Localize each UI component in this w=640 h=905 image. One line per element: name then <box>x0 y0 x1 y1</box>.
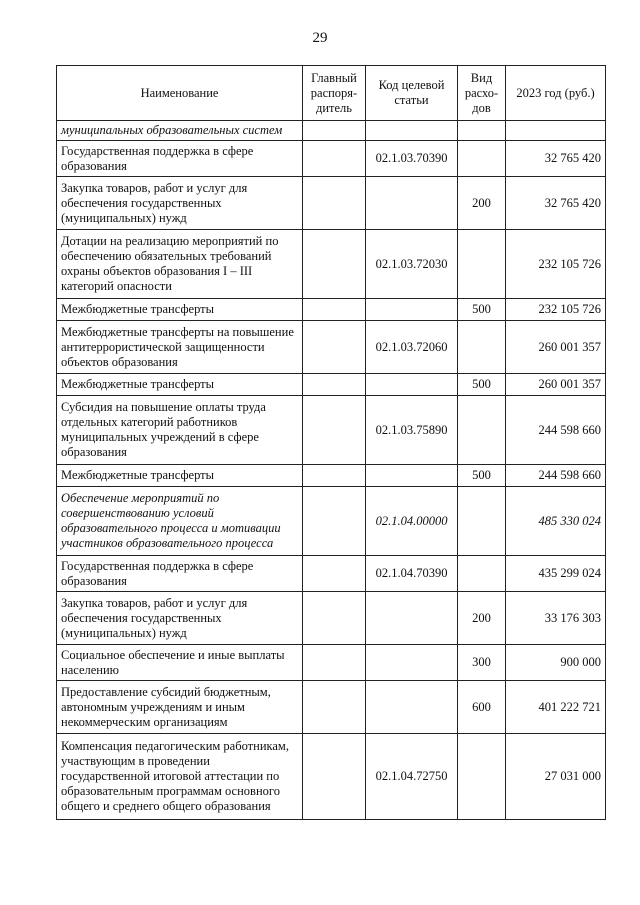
row-name: Предоставление субсидий бюджетным, автономным учреждениям и иным некоммерческим организациям <box>57 681 303 734</box>
row-code <box>366 121 458 141</box>
row-amount: 260 001 357 <box>506 374 606 396</box>
row-amount: 32 765 420 <box>506 177 606 230</box>
row-name: Дотации на реализацию мероприятий по обеспечению обязательных требований охраны объектов образования I – III категорий опасности <box>57 230 303 299</box>
row-name: Обеспечение мероприятий по совершенствованию условий образовательного процесса и мотивации участников образовательного процесса <box>57 487 303 556</box>
table-row <box>57 321 606 374</box>
row-code <box>366 299 458 321</box>
table-row <box>57 374 606 396</box>
row-type <box>458 487 506 556</box>
header-type: Вид расхо-дов <box>458 66 506 121</box>
row-type <box>458 141 506 177</box>
row-amount <box>506 121 606 141</box>
header-amount: 2023 год (руб.) <box>506 66 606 121</box>
row-administrator <box>303 374 366 396</box>
page-number: 29 <box>312 30 328 46</box>
row-type: 500 <box>458 374 506 396</box>
row-administrator <box>303 487 366 556</box>
row-type <box>458 121 506 141</box>
table-row <box>57 645 606 681</box>
row-type <box>458 734 506 820</box>
row-administrator <box>303 465 366 487</box>
row-name: Межбюджетные трансферты <box>57 299 303 321</box>
row-name: Государственная поддержка в сфере образования <box>57 141 303 177</box>
header-administrator: Главный распоря-дитель <box>303 66 366 121</box>
table-body <box>57 121 606 820</box>
row-amount: 900 000 <box>506 645 606 681</box>
table-row <box>57 141 606 177</box>
row-administrator <box>303 230 366 299</box>
row-code: 02.1.03.75890 <box>366 396 458 465</box>
row-code <box>366 177 458 230</box>
row-administrator <box>303 734 366 820</box>
table-row <box>57 556 606 592</box>
table-row <box>57 681 606 734</box>
row-administrator <box>303 299 366 321</box>
row-administrator <box>303 141 366 177</box>
row-amount: 232 105 726 <box>506 299 606 321</box>
row-type: 600 <box>458 681 506 734</box>
row-type <box>458 556 506 592</box>
row-amount: 27 031 000 <box>506 734 606 820</box>
row-code <box>366 681 458 734</box>
table-row <box>57 396 606 465</box>
table-row <box>57 487 606 556</box>
row-name: Закупка товаров, работ и услуг для обеспечения государственных (муниципальных) нужд <box>57 592 303 645</box>
row-name: Межбюджетные трансферты <box>57 374 303 396</box>
row-code: 02.1.03.72030 <box>366 230 458 299</box>
row-name: Государственная поддержка в сфере образования <box>57 556 303 592</box>
row-administrator <box>303 321 366 374</box>
row-type: 200 <box>458 592 506 645</box>
row-code <box>366 465 458 487</box>
row-amount: 244 598 660 <box>506 465 606 487</box>
row-name: Компенсация педагогическим работникам, участвующим в проведении государственной итоговой аттестации по образовательным программам основного общего и среднего общего образования <box>57 734 303 820</box>
table-row <box>57 121 606 141</box>
row-administrator <box>303 681 366 734</box>
row-administrator <box>303 645 366 681</box>
row-code: 02.1.03.72060 <box>366 321 458 374</box>
row-amount: 435 299 024 <box>506 556 606 592</box>
header-code: Код целевой статьи <box>366 66 458 121</box>
row-administrator <box>303 396 366 465</box>
row-name: Субсидия на повышение оплаты труда отдельных категорий работников муниципальных учреждений в сфере образования <box>57 396 303 465</box>
row-administrator <box>303 121 366 141</box>
table-row <box>57 230 606 299</box>
row-amount: 244 598 660 <box>506 396 606 465</box>
row-administrator <box>303 592 366 645</box>
row-code: 02.1.04.00000 <box>366 487 458 556</box>
row-amount: 232 105 726 <box>506 230 606 299</box>
row-type: 200 <box>458 177 506 230</box>
row-amount: 32 765 420 <box>506 141 606 177</box>
row-amount: 401 222 721 <box>506 681 606 734</box>
row-type <box>458 321 506 374</box>
row-amount: 33 176 303 <box>506 592 606 645</box>
row-name: Социальное обеспечение и иные выплаты населению <box>57 645 303 681</box>
row-type <box>458 396 506 465</box>
row-amount: 260 001 357 <box>506 321 606 374</box>
row-code <box>366 592 458 645</box>
row-name: Межбюджетные трансферты <box>57 465 303 487</box>
row-type: 500 <box>458 299 506 321</box>
row-code: 02.1.04.70390 <box>366 556 458 592</box>
budget-table <box>56 65 606 820</box>
row-name: Закупка товаров, работ и услуг для обеспечения государственных (муниципальных) нужд <box>57 177 303 230</box>
row-name: Межбюджетные трансферты на повышение антитеррористической защищенности объектов образования <box>57 321 303 374</box>
table-row <box>57 734 606 820</box>
row-code <box>366 374 458 396</box>
row-type: 500 <box>458 465 506 487</box>
table-row <box>57 177 606 230</box>
table-row <box>57 465 606 487</box>
row-code <box>366 645 458 681</box>
header-name: Наименование <box>57 66 303 121</box>
row-code: 02.1.04.72750 <box>366 734 458 820</box>
table-row <box>57 299 606 321</box>
row-amount: 485 330 024 <box>506 487 606 556</box>
table-header-row <box>57 66 606 121</box>
row-administrator <box>303 177 366 230</box>
row-name: муниципальных образовательных систем <box>57 121 303 141</box>
row-type: 300 <box>458 645 506 681</box>
row-administrator <box>303 556 366 592</box>
row-code: 02.1.03.70390 <box>366 141 458 177</box>
row-type <box>458 230 506 299</box>
table-row <box>57 592 606 645</box>
